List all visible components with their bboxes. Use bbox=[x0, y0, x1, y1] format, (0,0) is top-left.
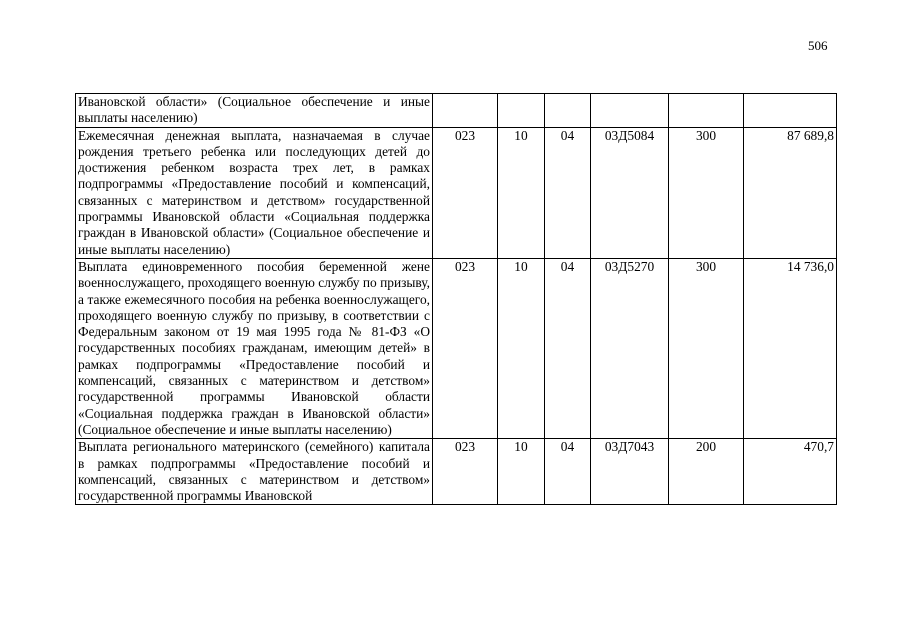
grbs-code: 023 bbox=[433, 439, 498, 505]
subsection-code: 04 bbox=[545, 258, 591, 438]
grbs-code: 023 bbox=[433, 258, 498, 438]
target-article-code: 03Д7043 bbox=[591, 439, 669, 505]
row-description: Выплата регионального материнского (семейного) капитала в рамках подпрограммы «Предоставление пособий и компенсаций, связанных с материнством и детством» государственной программы Ивановской bbox=[76, 439, 433, 505]
target-article-code: 03Д5270 bbox=[591, 258, 669, 438]
expense-type-code bbox=[669, 94, 744, 128]
subsection-code: 04 bbox=[545, 127, 591, 258]
row-description: Выплата единовременного пособия беременной жене военнослужащего, проходящего военную службу по призыву, а также ежемесячного пособия на ребенка военнослужащего, проходящего военную службу по призыву, в соответствии с Федеральным законом от 19 мая 1995 года № 81-ФЗ «О государственных пособиях гражданам, имеющим детей» в рамках подпрограммы «Предоставление пособий и компенсаций, связанных с материнством и детством» государственной программы Ивановской области «Социальная поддержка граждан в Ивановской области» (Социальное обеспечение и иные выплаты населению) bbox=[76, 258, 433, 438]
target-article-code: 03Д5084 bbox=[591, 127, 669, 258]
subsection-code: 04 bbox=[545, 439, 591, 505]
section-code: 10 bbox=[498, 127, 545, 258]
budget-table bbox=[75, 93, 837, 505]
expense-type-code: 300 bbox=[669, 127, 744, 258]
section-code: 10 bbox=[498, 439, 545, 505]
row-description: Ивановской области» (Социальное обеспечение и иные выплаты населению) bbox=[76, 94, 433, 128]
section-code: 10 bbox=[498, 258, 545, 438]
table-row bbox=[76, 94, 837, 128]
amount: 87 689,8 bbox=[744, 127, 837, 258]
table-row bbox=[76, 439, 837, 505]
target-article-code bbox=[591, 94, 669, 128]
table-row bbox=[76, 127, 837, 258]
table-row bbox=[76, 258, 837, 438]
amount bbox=[744, 94, 837, 128]
expense-type-code: 200 bbox=[669, 439, 744, 505]
expense-type-code: 300 bbox=[669, 258, 744, 438]
grbs-code bbox=[433, 94, 498, 128]
subsection-code bbox=[545, 94, 591, 128]
grbs-code: 023 bbox=[433, 127, 498, 258]
page-number: 506 bbox=[808, 38, 828, 53]
row-description: Ежемесячная денежная выплата, назначаемая в случае рождения третьего ребенка или последующих детей до достижения ребенком возраста трех лет, в рамках подпрограммы «Предоставление пособий и компенсаций, связанных с материнством и детством» государственной программы Ивановской области «Социальная поддержка граждан в Ивановской области» (Социальное обеспечение и иные выплаты населению) bbox=[76, 127, 433, 258]
amount: 470,7 bbox=[744, 439, 837, 505]
amount: 14 736,0 bbox=[744, 258, 837, 438]
section-code bbox=[498, 94, 545, 128]
